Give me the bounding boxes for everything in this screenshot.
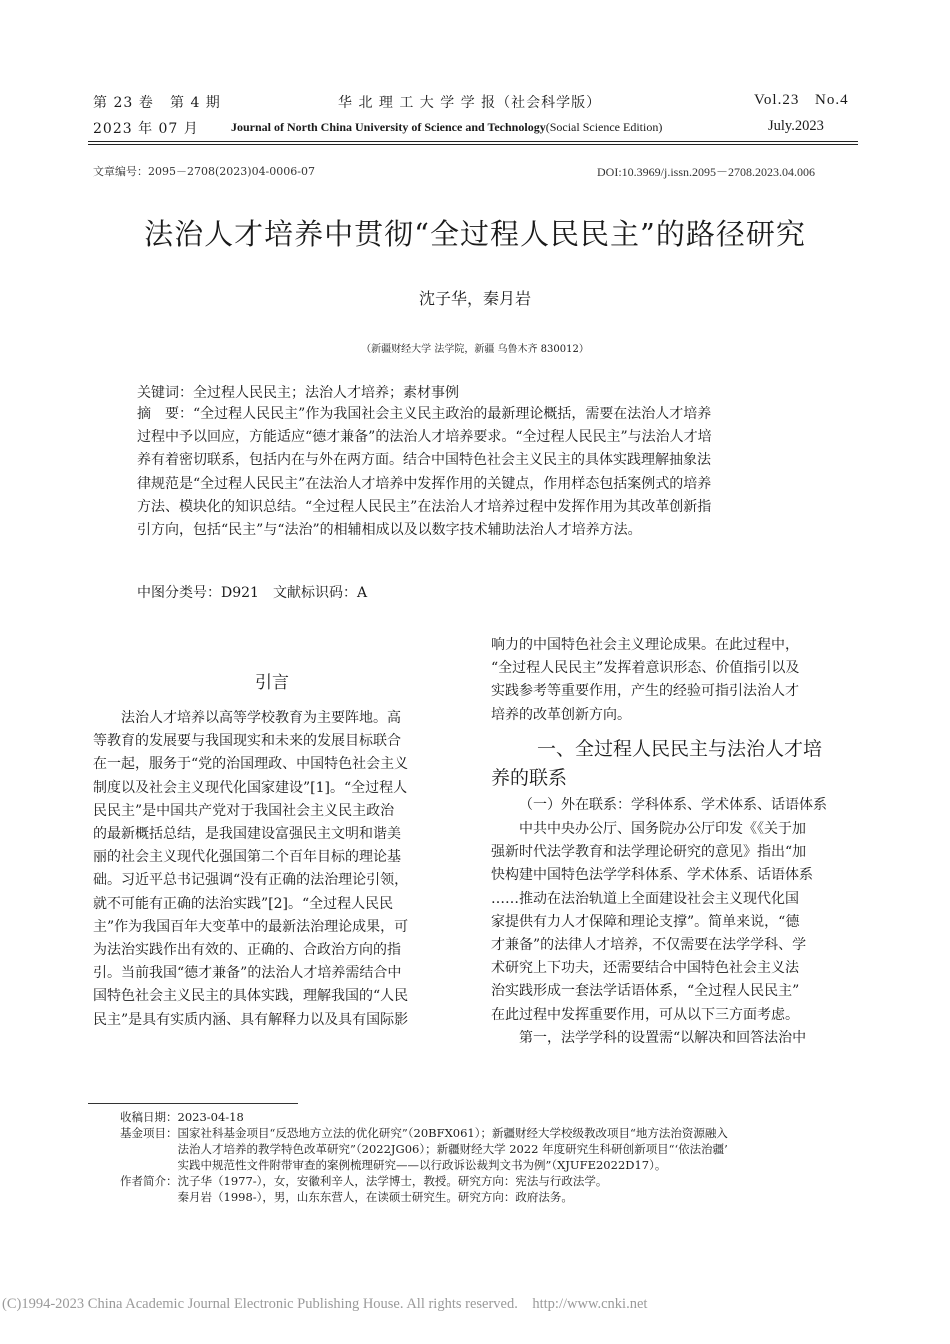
issue-label: 第 4 期 <box>170 95 221 111</box>
text-line: 民主”是具有实质内涵、具有解释力以及具有国际影 <box>93 1011 409 1028</box>
text-line: 引。当前我国“德才兼备”的法治人才培养需结合中 <box>93 965 402 982</box>
text-line: “全过程人民民主”发挥着意识形态、价值指引以及 <box>491 660 800 677</box>
abstract-line: 律规范是“全过程人民民主”在法治人才培养中发挥作用的关键点，作用样态包括案例式的培养 <box>137 475 712 492</box>
text-line: 家提供有力人才保障和理论支撑”。简单来说，“德 <box>491 913 800 930</box>
text-line: 培养的改革创新方向。 <box>491 706 631 723</box>
fund-line: 实践中规范性文件附带审查的案例梳理研究——以行政诉讼裁判文书为例”（XJUFE2022D17）。 <box>120 1158 667 1172</box>
journal-name-en: Journal of North China University of Science and Technology <box>231 120 546 134</box>
text-line: 中共中央办公厅、国务院办公厅印发《《关于加 <box>491 821 806 837</box>
volume-en: Vol.23 <box>754 92 800 108</box>
fund-line: 法治人才培养的教学特色改革研究”（2022JG06）；新疆财经大学 2022 年度研究生科研创新项目“‘依法治疆’ <box>120 1142 728 1156</box>
header-rule-double <box>88 144 858 145</box>
text-line: 实践参考等重要作用，产生的经验可指引法治人才 <box>491 683 799 700</box>
text-line: 治实践形成一套法学话语体系，“全过程人民民主” <box>491 983 800 1000</box>
abstract-line: 养有着密切联系，包括内在与外在两方面。结合中国特色社会主义民主的具体实践理解抽象法 <box>137 452 711 469</box>
journal-edition-en: (Social Science Edition) <box>545 120 663 134</box>
article-title: 法治人才培养中贯彻“全过程人民民主”的路径研究 <box>144 217 806 251</box>
text-line: 民民主”是中国共产党对于我国社会主义民主政治 <box>93 802 395 819</box>
footnote-rule <box>88 1103 298 1104</box>
left-column-text <box>93 707 408 1032</box>
abstract-line: 摘 要：“全过程人民民主”作为我国社会主义民主政治的最新理论概括，需要在法治人才培养 <box>137 406 712 422</box>
author-bio-line: 作者简介：沈子华（1977-），女，安徽利辛人，法学博士，教授。研究方向：宪法与行政法学。 <box>120 1174 608 1188</box>
abstract <box>137 403 712 542</box>
text-line: 快构建中国特色法学学科体系、学术体系、话语体系 <box>491 867 813 884</box>
text-line: 才兼备”的法律人才培养，不仅需要在法学学科、学 <box>491 937 807 954</box>
affiliation: （新疆财经大学 法学院，新疆 乌鲁木齐 830012） <box>361 344 589 355</box>
text-line: 术研究上下功夫，还需要结合中国特色社会主义法 <box>491 960 799 977</box>
text-line: 丽的社会主义现代化强国第二个百年目标的理论基 <box>93 849 401 866</box>
right-column-text-a <box>491 634 799 727</box>
date-cn: 2023 年 07 月 <box>93 121 199 137</box>
text-line: 制度以及社会主义现代化国家建设”[1]。“全过程人 <box>93 779 408 796</box>
text-line: 为法治实践作出有效的、正确的、合政治方向的指 <box>93 942 401 959</box>
keywords: 关键词：全过程人民民主；法治人才培养；素材事例 <box>137 385 459 401</box>
author-bio-line: 秦月岩（1998-），男，山东东营人，在读硕士研究生。研究方向：政府法务。 <box>120 1190 573 1204</box>
text-line: ……推动在法治轨道上全面建设社会主义现代化国 <box>491 890 799 907</box>
copyright-footer: (C)1994-2023 China Academic Journal Electronic Publishing House. All rights reserved. http://www.cnki.net <box>2 1296 648 1312</box>
received-date: 收稿日期：2023-04-18 <box>120 1110 244 1124</box>
abstract-line: 过程中予以回应，方能适应“德才兼备”的法治人才培养要求。“全过程人民民主”与法治人才培 <box>137 429 712 446</box>
abstract-line: 方法、模块化的知识总结。“全过程人民民主”在法治人才培养过程中发挥作用为其改革创新指 <box>137 498 712 515</box>
text-line: 在一起，服务于“党的治国理政、中国特色社会主义 <box>93 756 409 773</box>
text-line: 础。习近平总书记强调“没有正确的法治理论引领， <box>93 872 409 889</box>
text-line: 在此过程中发挥重要作用，可从以下三方面考虑。 <box>491 1006 799 1023</box>
text-line: 第一，法学学科的设置需“以解决和回答法治中 <box>491 1029 807 1046</box>
text-line: 响力的中国特色社会主义理论成果。在此过程中， <box>491 637 799 653</box>
subsection-heading: （一）外在联系：学科体系、学术体系、话语体系 <box>519 797 827 813</box>
abstract-line: 引方向，包括“民主”与“法治”的相辅相成以及以数字技术辅助法治人才培养方法。 <box>137 522 642 539</box>
text-line: 的最新概括总结，是我国建设富强民主文明和谐美 <box>93 826 401 843</box>
text-line: 国特色社会主义民主的具体实践，理解我国的“人民 <box>93 988 409 1005</box>
article-number: 文章编号：2095－2708(2023)04-0006-07 <box>93 165 315 178</box>
intro-heading: 引言 <box>255 673 289 693</box>
doi: DOI:10.3969/j.issn.2095－2708.2023.04.006 <box>597 165 816 179</box>
issue-en: No.4 <box>815 92 849 108</box>
text-line: 强新时代法学教育和法学理论研究的意见》指出“加 <box>491 844 807 861</box>
text-line: 主”作为我国百年大变革中的最新法治理论成果，可 <box>93 918 409 935</box>
section-heading-1: 一、全过程人民民主与法治人才培 <box>537 738 823 760</box>
volume-label: 第 23 卷 <box>93 95 154 111</box>
journal-title-en <box>231 120 662 135</box>
header-rule <box>88 141 858 142</box>
journal-title-cn: 华 北 理 工 大 学 学 报（社会科学版） <box>338 95 602 111</box>
section-heading-1-cont: 养的联系 <box>491 767 568 789</box>
text-line: 就不可能有正确的法治实践”[2]。“全过程人民民 <box>93 895 394 912</box>
authors: 沈子华，秦月岩 <box>418 289 531 308</box>
date-en: July.2023 <box>768 118 824 134</box>
footnotes <box>120 1109 728 1205</box>
classification: 中图分类号：D921 文献标识码：A <box>137 585 368 601</box>
fund-line: 基金项目：国家社科基金项目“反恐地方立法的优化研究”（20BFX061）；新疆财经大学校级教改项目“地方法治资源融入 <box>120 1126 728 1140</box>
text-line: 等教育的发展要与我国现实和未来的发展目标联合 <box>93 733 401 750</box>
text-line: 法治人才培养以高等学校教育为主要阵地。高 <box>93 710 401 726</box>
right-column-text-b <box>491 818 813 1050</box>
